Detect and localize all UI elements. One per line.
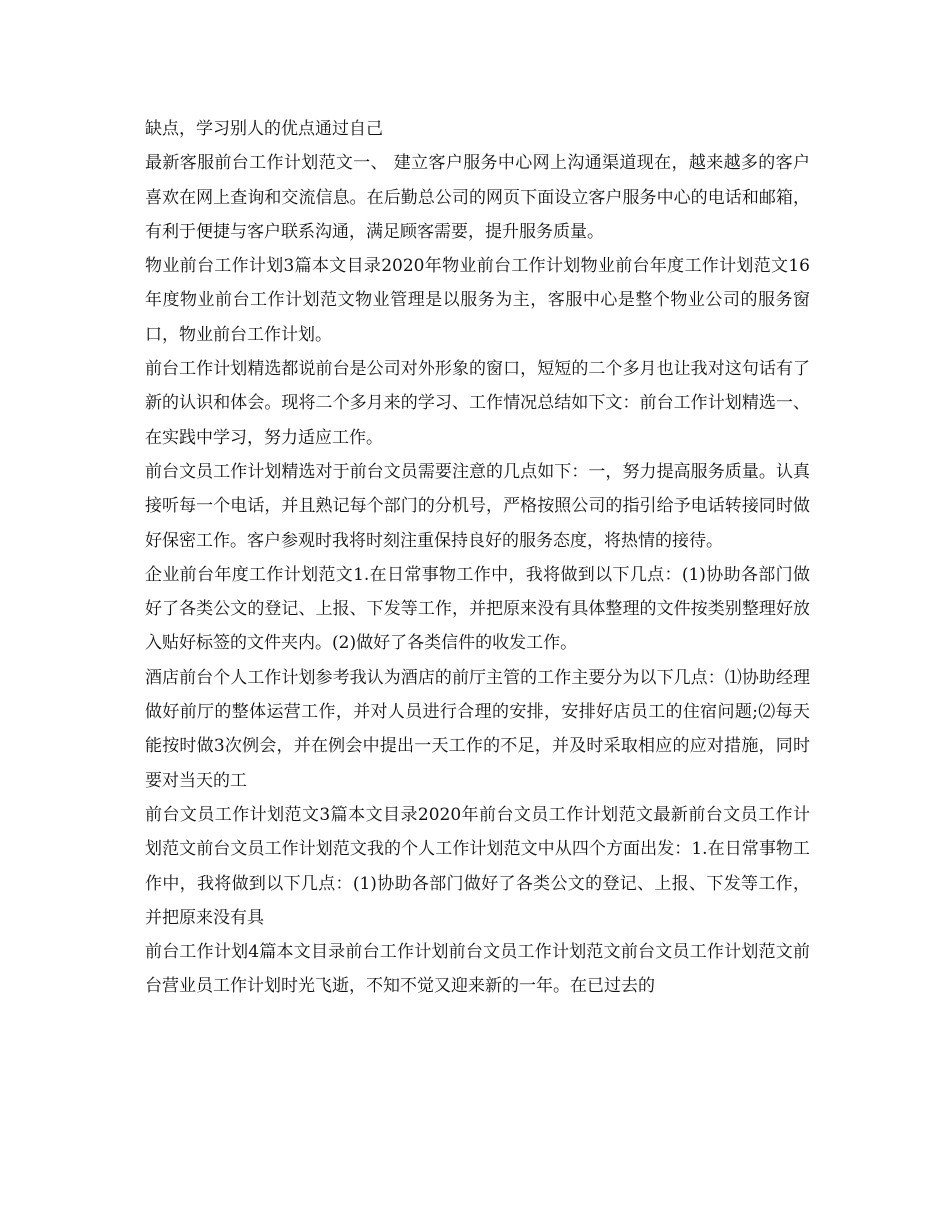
paragraph: 前台文员工作计划范文3篇本文目录2020年前台文员工作计划范文最新前台文员工作计划范文前台文员工作计划范文我的个人工作计划范文中从四个方面出发：1.在日常事物工作中，我将做到以下几点：(1)协助各部门做好了各类公文的登记、上报、下发等工作，并把原来没有具: [145, 804, 810, 928]
paragraph: 前台工作计划精选都说前台是公司对外形象的窗口，短短的二个多月也让我对这句话有了新的认识和体会。现将二个多月来的学习、工作情况总结如下文：前台工作计划精选一、在实践中学习，努力适应工作。: [145, 359, 810, 448]
paragraph: 前台工作计划4篇本文目录前台工作计划前台文员工作计划范文前台文员工作计划范文前台营业员工作计划时光飞逝，不知不觉又迎来新的一年。在已过去的: [145, 942, 810, 997]
paragraph: 企业前台年度工作计划范文1.在日常事物工作中，我将做到以下几点：(1)协助各部门做好了各类公文的登记、上报、下发等工作，并把原来没有具体整理的文件按类别整理好放入贴好标签的文件夹内。(2)做好了各类信件的收发工作。: [145, 564, 810, 654]
paragraph: 最新客服前台工作计划范文一、 建立客户服务中心网上沟通渠道现在，越来越多的客户喜欢在网上查询和交流信息。在后勤总公司的网页下面设立客户服务中心的电话和邮箱，有利于便捷与客户联系沟通，满足顾客需要，提升服务质量。: [145, 153, 810, 242]
paragraph: 物业前台工作计划3篇本文目录2020年物业前台工作计划物业前台年度工作计划范文16年度物业前台工作计划范文物业管理是以服务为主，客服中心是整个物业公司的服务窗口，物业前台工作计划。: [145, 256, 810, 345]
paragraph: 前台文员工作计划精选对于前台文员需要注意的几点如下：一，努力提高服务质量。认真接听每一个电话，并且熟记每个部门的分机号，严格按照公司的指引给予电话转接同时做好保密工作。客户参观时我将时刻注重保持良好的服务态度，将热情的接待。: [145, 461, 810, 551]
document-body: [145, 112, 810, 1004]
paragraph: 缺点，学习别人的优点通过自己: [145, 119, 383, 139]
paragraph: 酒店前台个人工作计划参考我认为酒店的前厅主管的工作主要分为以下几点：⑴协助经理做好前厅的整体运营工作，并对人员进行合理的安排，安排好店员工的住宿问题;⑵每天能按时做3次例会，并在例会中提出一天工作的不足，并及时采取相应的应对措施，同时要对当天的工: [145, 667, 810, 791]
